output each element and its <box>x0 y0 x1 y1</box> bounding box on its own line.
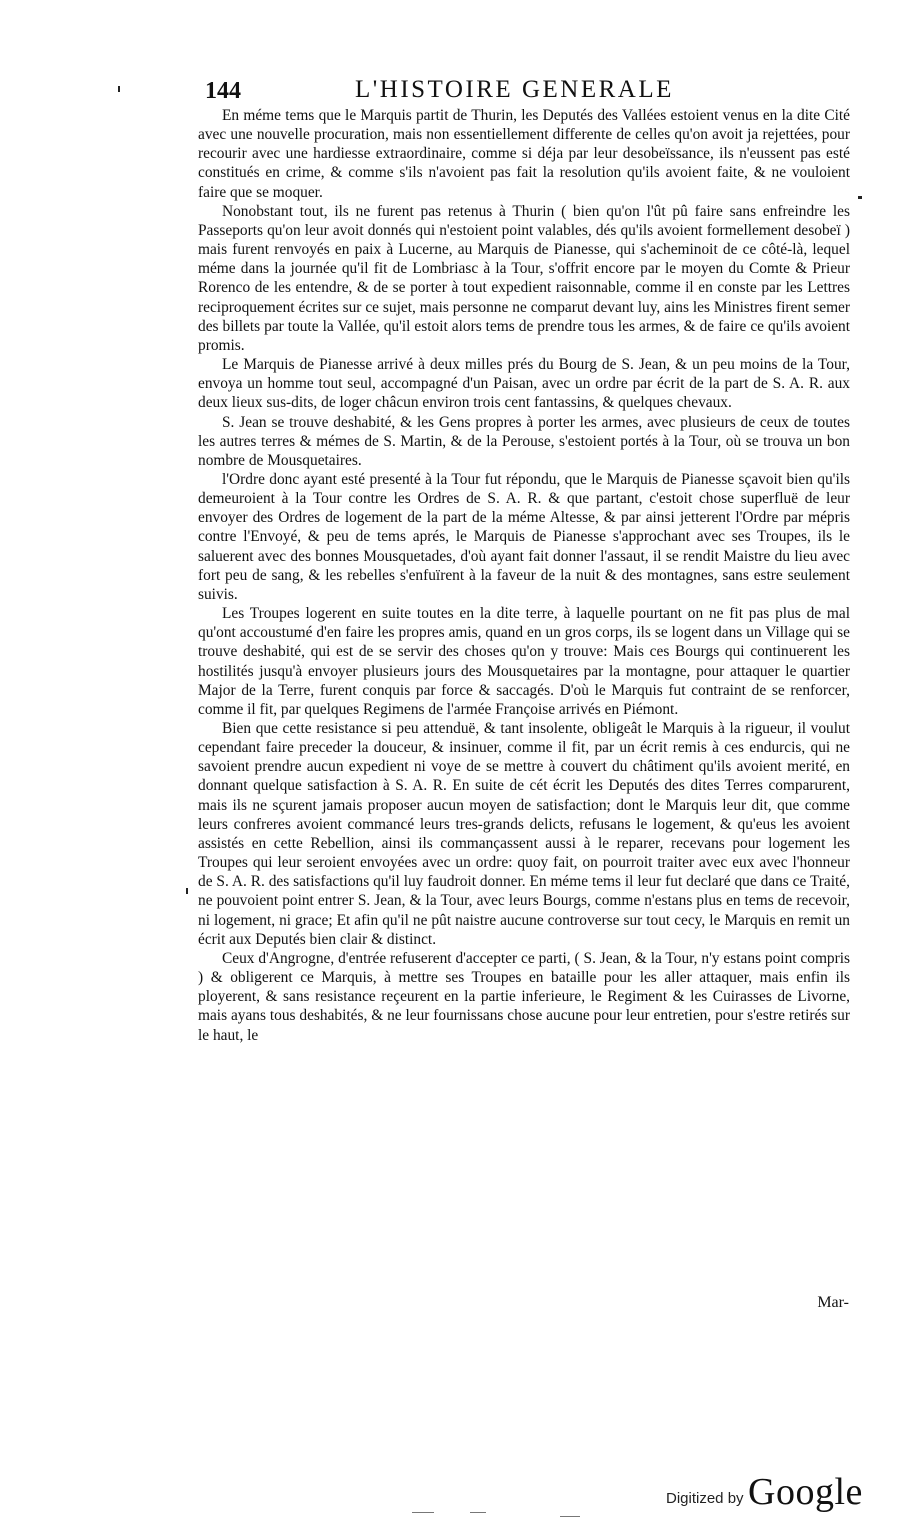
paragraph-2: Nonobstant tout, ils ne furent pas retenus à Thurin ( bien qu'on l'ût pû faire sans enfreindre les Passeports qu'on leur avoit donnés qui n'estoient point valables, dés qu'ils avoient formellement desobeï ) mais furent renvoyés en paix à Lucerne, au Marquis de Pianesse, qui s'acheminoit de ce côté-là, lequel méme dans la journée qu'il fit de Lombriasc à la Tour, s'offrit encore par le moyen du Comte & Prieur Rorenco de les entendre, & de se porter à tout expedient raisonnable, comme il en conste par les Lettres reciproquement écrites sur ce sujet, mais personne ne comparut devant luy, ains les Ministres firent semer des billets par toute la Vallée, qu'il estoit alors tems de prendre tous les armes, & de faire ce qu'ils avoient promis. <box>198 202 850 354</box>
google-logo: Google <box>748 1471 863 1513</box>
scan-speck <box>858 196 862 199</box>
paragraph-3: Le Marquis de Pianesse arrivé à deux milles prés du Bourg de S. Jean, & un peu moins de la Tour, envoya un homme tout seul, accompagné d'un Paisan, avec un ordre par écrit de la part de S. A. R. aux deux lieux sus-dits, de loger châcun environ trois cent fantassins, & quelques chevaux. <box>198 356 850 412</box>
scan-speck <box>118 86 120 92</box>
running-title: L'HISTOIRE GENERALE <box>355 76 674 103</box>
paragraph-1: En méme tems que le Marquis partit de Thurin, les Deputés des Vallées estoient venus en la dite Cité avec une nouvelle procuration, mais non essentiellement differente de celles qu'on avoit ja rejettées, pour recourir avec une hardiesse extraordinaire, comme si déja par leur desobeïssance, ils n'eussent pas esté constitués en crime, & comme s'ils n'avoient pas fait la resolution qu'ils avoient faite, & ne vouloient faire que se moquer. <box>198 107 850 201</box>
paragraph-7: Bien que cette resistance si peu attenduë, & tant insolente, obligeât le Marquis à la rigueur, il voulut cependant faire preceder la douceur, & insinuer, comme il fit, par un écrit remis à ces endurcis, qui ne savoient prendre aucun expedient ni voye de se mettre à couvert du châtiment qu'ils avoient merité, en donnant quelque satisfaction à S. A. R. En suite de cét écrit les Deputés des dites Terres comparurent, mais ils ne sçurent jamais proposer aucun moyen de satisfaction; dont le Marquis leur dit, que comme leurs confreres avoient commancé leurs tres-grands delicts, refusans le logement, & qu'eus les avoient assistés en cette Rebellion, ainsi ils commançassent aussi à le reparer, recevans pour logement les Troupes qui leur seroient envoyées avec un ordre: quoy fait, on pourroit traiter avec eux avec l'honneur de S. A. R. des satisfactions qu'il luy faudroit donner. En méme tems il leur fut declaré que dans ce Traité, ne pouvoient point entrer S. Jean, & la Tour, avec leurs Bourgs, comme n'estans plus en tems de recevoir, ni logement, ni grace; Et afin qu'il ne pût naistre aucune controverse sur tout cecy, le Marquis en remit un écrit aux Deputés bien clair & distinct. <box>198 720 850 948</box>
catchword: Mar- <box>817 1294 849 1311</box>
digitized-by-label: Digitized by <box>666 1490 744 1507</box>
paragraph-4: S. Jean se trouve deshabité, & les Gens propres à porter les armes, avec plusieurs de ceux de toutes les autres terres & mémes de S. Martin, & de la Perouse, s'estoient portés à la Tour, où se trouva un bon nombre de Mousquetaires. <box>198 413 850 469</box>
paragraph-5: l'Ordre donc ayant esté presenté à la Tour fut répondu, que le Marquis de Pianesse sçavoit bien qu'ils demeuroient à la Tour contre les Ordres de S. A. R. & que partant, c'estoit chose superfluë de leur envoyer des Ordres de logement de la part de la méme Altesse, & par ainsi jetterent l'Ordre par mépris contre l'Envoyé, & peu de tems aprés, le Marquis de Pianesse s'approchant avec ses Troupes, ils le saluerent avec des bonnes Mousquetades, d'où ayant fait donner l'assaut, il se rendit Maistre du lieu avec fort peu de sang, & les rebelles s'enfuïrent à la faveur de la nuit & des montagnes, sans estre seulement suivis. <box>198 470 850 603</box>
scan-line <box>470 1512 486 1513</box>
page-number: 144 <box>205 78 241 104</box>
digitized-footer <box>666 1470 876 1514</box>
scan-speck <box>186 888 188 894</box>
body-text <box>198 106 850 1045</box>
paragraph-8: Ceux d'Angrogne, d'entrée refuserent d'accepter ce parti, ( S. Jean, & la Tour, n'y estans point compris ) & obligerent ce Marquis, à mettre ses Troupes en bataille pour les aller attaquer, mais enfin ils ployerent, & sans resistance reçeurent en la partie inferieure, le Regiment & les Cuirasses de Livorne, mais ayans tous deshabités, & ne leur fournissans chose aucune pour leur entretien, pour s'estre retirés sur le haut, le <box>198 949 850 1044</box>
scan-line <box>560 1516 580 1517</box>
scan-line <box>412 1512 434 1513</box>
paragraph-6: Les Troupes logerent en suite toutes en la dite terre, à laquelle pourtant on ne fit pas plus de mal qu'ont accoustumé d'en faire les propres amis, quand en un gros corps, ils se logent dans un Village qui se trouve deshabité, qui est de se servir des choses qu'on y trouve: Mais ces Bourgs qui continuerent les hostilités jusqu'à envoyer plusieurs jours des Mousquetaires par la montagne, pour attaquer le quartier Major de la Terre, furent conquis par force & saccagés. D'où le Marquis fut contraint de se renforcer, comme il fit, par quelques Regimens de l'armée Françoise arrivés en Piémont. <box>198 605 850 718</box>
page-header <box>205 76 845 108</box>
